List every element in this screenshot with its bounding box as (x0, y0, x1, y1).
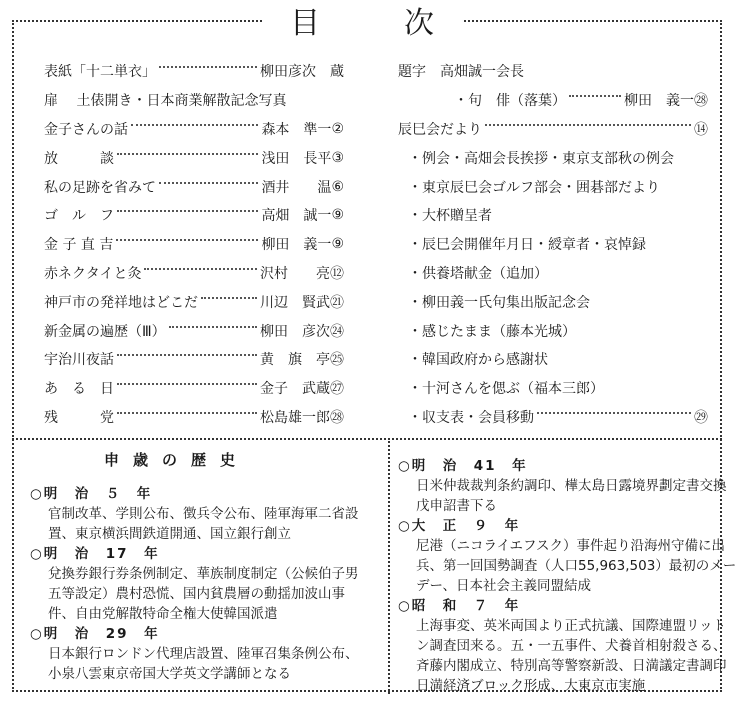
toc-entry-page: ㉗ (330, 381, 344, 398)
toc-entry-title: 扉 土俵開き・日本商業解散記念写真 (44, 93, 287, 110)
page-title (262, 2, 462, 41)
calligraphy-credit-text: 題字 高畑誠一会長 (398, 64, 524, 81)
leader-dots (117, 210, 258, 212)
toc-entry-title: 神戸市の発祥地はどこだ (44, 294, 198, 311)
news-item-text: ・供養塔献金（追加） (408, 265, 548, 282)
toc-entry-page: ⑨ (331, 207, 344, 224)
toc-entry-title: 放 談 (44, 150, 114, 167)
toc-entry-title: 表紙「十二単衣」 (44, 64, 156, 81)
haiku-page: ㉘ (694, 93, 708, 110)
toc-right-column (398, 57, 708, 431)
news-item[interactable] (408, 172, 708, 201)
news-item[interactable] (408, 287, 708, 316)
news-item[interactable] (408, 259, 708, 288)
toc-entry-author: 柳田彦次 蔵 (260, 64, 344, 81)
history-text-line: 件、自由党解散特命全権大使韓国派遣 (48, 606, 278, 622)
leader-dots (485, 124, 691, 126)
history-text-line: 日米仲裁裁判条約調印、樺太島日露境界劃定書交換 (416, 478, 727, 494)
toc-entry[interactable] (44, 201, 344, 230)
history-text-line: 戊申詔書下る (416, 498, 497, 514)
leader-dots (159, 66, 257, 68)
leader-dots (131, 124, 258, 126)
history-text-line: 尼港（ニコライエフスク）事件起り沿海州守備に出 (416, 538, 726, 554)
accounts-entry[interactable] (398, 403, 708, 432)
toc-entry-author: 酒井 温 (261, 179, 332, 196)
leader-dots (169, 326, 257, 328)
toc-entry-author: 柳田 義一 (261, 237, 332, 254)
leader-dots (159, 182, 258, 184)
toc-entry[interactable] (44, 316, 344, 345)
news-item[interactable] (408, 316, 708, 345)
toc-entry-page: ㉑ (330, 294, 344, 311)
toc-entry-author: 金子 武蔵 (260, 381, 330, 398)
toc-entry-title: 残 党 (44, 409, 114, 426)
news-item-text: ・大杯贈呈者 (408, 208, 492, 225)
toc-entry-author: 森本 準一 (261, 121, 332, 138)
news-item-text: ・柳田義一氏句集出版記念会 (408, 294, 590, 311)
toc-entry-author: 高畑 誠一 (261, 208, 332, 225)
leader-dots (117, 383, 257, 385)
history-right-column (398, 456, 737, 696)
history-text-line: デー、日本社会主義同盟結成 (416, 578, 591, 594)
toc-entry-author: 沢村 亮 (260, 265, 330, 282)
history-text-line: 小泉八雲東京帝国大学英文学講師となる (48, 666, 291, 682)
toc-entry-title: 私の足跡を省みて (44, 179, 156, 196)
toc-entry[interactable] (44, 143, 344, 172)
leader-dots (537, 412, 691, 414)
history-text-line: 兵、第一回国勢調査（人口55,963,503）最初のメー (416, 558, 737, 574)
history-text-line: 置、東京横浜間鉄道開通、国立銀行創立 (48, 526, 291, 542)
toc-entry-page: ㉔ (330, 323, 344, 340)
toc-entry-page: ② (331, 120, 344, 137)
toc-entry[interactable] (44, 230, 344, 259)
section-divider (12, 438, 722, 440)
leader-dots (144, 268, 257, 270)
history-era: ○明 治 17 年 (30, 546, 160, 562)
toc-entry[interactable] (44, 345, 344, 374)
toc-entry-title: 金子さんの話 (44, 121, 128, 138)
news-item-text: ・感じたまま（藤本光城） (408, 323, 576, 340)
history-era: ○明 治 ５ 年 (30, 486, 153, 502)
news-item-text: ・辰巳会開催年月日・綬章者・哀悼録 (408, 237, 646, 254)
title-char-2: 次 (404, 6, 434, 41)
news-item[interactable] (408, 143, 708, 172)
toc-entry-title: あ る 日 (44, 381, 114, 398)
history-text-line: 官制改革、学則公布、徴兵令公布、陸軍海軍二省設 (48, 506, 359, 522)
toc-entry-author: 浅田 長平 (261, 150, 332, 167)
toc-entry[interactable] (44, 86, 344, 115)
history-era: ○明 治 29 年 (30, 626, 160, 642)
news-item[interactable] (408, 201, 708, 230)
news-item[interactable] (408, 345, 708, 374)
leader-dots (116, 239, 258, 241)
toc-entry-page: ㉘ (330, 409, 344, 426)
toc-entry[interactable] (44, 57, 344, 86)
news-page: ⑭ (694, 121, 708, 138)
toc-entry-page: ③ (331, 149, 344, 166)
leader-dots (117, 354, 257, 356)
history-left-column (30, 484, 380, 684)
toc-entry[interactable] (44, 374, 344, 403)
history-era: ○大 正 ９ 年 (398, 518, 521, 534)
leader-dots (117, 412, 257, 414)
accounts-title: ・収支表・会員移動 (408, 409, 534, 426)
history-era: ○昭 和 ７ 年 (398, 598, 521, 614)
accounts-page: ㉙ (694, 409, 708, 426)
haiku-entry[interactable] (398, 86, 708, 115)
toc-entry-page: ⑫ (330, 265, 344, 282)
calligraphy-credit (398, 57, 708, 86)
history-text-line: 上海事変、英米両国より正式抗議、国際連盟リット (416, 618, 726, 634)
history-text-line: 兌換券銀行券条例制定、華族制度制定（公候伯子男 (48, 566, 359, 582)
toc-entry[interactable] (44, 259, 344, 288)
toc-entry-page: ㉕ (330, 352, 344, 369)
toc-entry-title: 新金属の遍歴（Ⅲ） (44, 323, 166, 340)
news-entry[interactable] (398, 115, 708, 144)
toc-entry[interactable] (44, 403, 344, 432)
toc-entry-title: 金 子 直 吉 (44, 237, 114, 254)
toc-entry-title: 宇治川夜話 (44, 352, 114, 369)
leader-dots (117, 153, 258, 155)
toc-entry-page: ⑥ (331, 178, 344, 195)
news-item[interactable] (408, 374, 708, 403)
news-item[interactable] (408, 230, 708, 259)
news-item-text: ・韓国政府から感謝状 (408, 352, 548, 369)
toc-entry-author: 川辺 賢武 (260, 294, 330, 311)
haiku-title: ・句 俳（落葉） (454, 93, 566, 110)
news-item-text: ・十河さんを偲ぶ（福本三郎） (408, 381, 604, 398)
toc-entry[interactable] (44, 172, 344, 201)
toc-left-column (44, 57, 344, 431)
haiku-author: 柳田 義一 (624, 93, 694, 110)
history-text-line: 日本銀行ロンドン代理店設置、陸軍召集条例公布、 (48, 646, 359, 662)
toc-entry-title: ゴ ル フ (44, 208, 114, 225)
leader-dots (201, 297, 257, 299)
news-item-text: ・例会・高畑会長挨拶・東京支部秋の例会 (408, 150, 674, 167)
toc-entry-author: 柳田 彦次 (260, 323, 330, 340)
toc-entry[interactable] (44, 287, 344, 316)
leader-dots (569, 95, 621, 97)
title-char-1: 目 (290, 6, 320, 41)
toc-entry-page: ⑨ (331, 236, 344, 253)
toc-entry-title: 赤ネクタイと灸 (44, 265, 142, 282)
history-text-line: 日満経済ブロック形成、大東京市実施 (416, 678, 646, 694)
history-text-line: 斉藤内閣成立、特別高等警察新設、日満議定書調印 (416, 658, 727, 674)
column-divider (388, 438, 390, 694)
news-title: 辰巳会だより (398, 121, 482, 138)
news-item-text: ・東京辰巳会ゴルフ部会・囲碁部だより (408, 179, 660, 196)
history-heading: 申歳の歴史 (104, 451, 250, 469)
news-items-list (398, 143, 708, 402)
toc-entry-author: 黄 旗 亭 (260, 352, 330, 369)
history-text-line: ン調査団来る。五・一五事件、犬養首相射殺さる、 (416, 638, 727, 654)
toc-entry-author: 松島雄一郎 (260, 409, 330, 426)
history-era: ○明 治 41 年 (398, 458, 528, 474)
toc-entry[interactable] (44, 115, 344, 144)
history-text-line: 五等設定）農村恐慌、国内貧農層の動揺加波山事 (48, 586, 345, 602)
